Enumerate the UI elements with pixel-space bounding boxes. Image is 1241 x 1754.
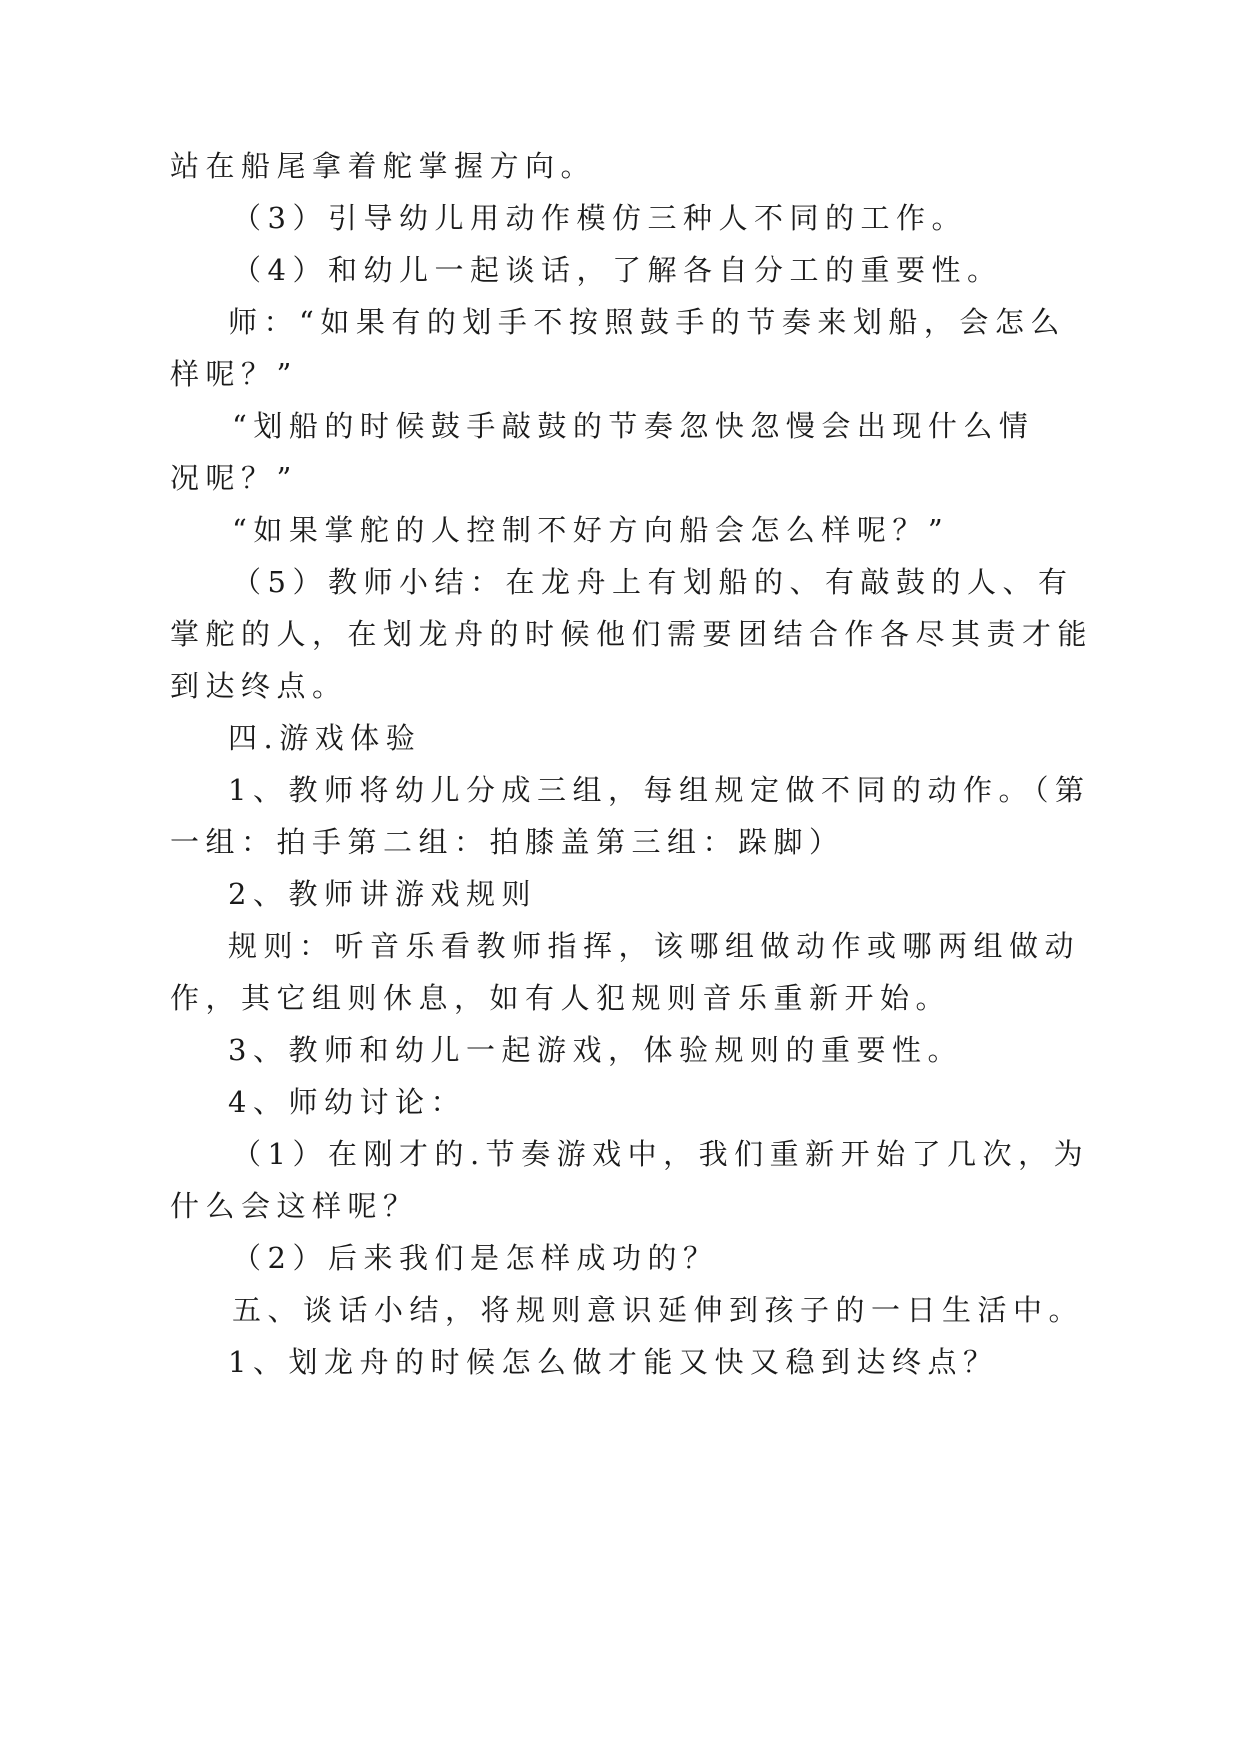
text-line: 站在船尾拿着舵掌握方向。 (170, 149, 597, 183)
text-line: （1）在刚才的.节奏游戏中，我们重新开始了几次，为 (232, 1137, 1090, 1171)
text-line: 掌舵的人，在划龙舟的时候他们需要团结合作各尽其责才能 (170, 617, 1094, 651)
text-line: 况呢？” (170, 461, 298, 495)
text-line: 样呢？” (170, 357, 298, 391)
text-line: （5）教师小结：在龙舟上有划船的、有敲鼓的人、有 (232, 565, 1074, 599)
text-line: 作，其它组则休息，如有人犯规则音乐重新开始。 (170, 981, 952, 1015)
text-line: （3）引导幼儿用动作模仿三种人不同的工作。 (232, 201, 967, 235)
text-line: （4）和幼儿一起谈话，了解各自分工的重要性。 (232, 253, 1003, 287)
text-line: 到达终点。 (170, 669, 348, 703)
text-line: “如果掌舵的人控制不好方向船会怎么样呢？” (232, 513, 950, 547)
text-line: 3、教师和幼儿一起游戏，体验规则的重要性。 (228, 1033, 963, 1067)
text-line: 2、教师讲游戏规则 (228, 877, 537, 911)
text-line: （2）后来我们是怎样成功的？ (232, 1241, 719, 1275)
section-heading: 四.游戏体验 (228, 721, 422, 755)
text-line: 一组：拍手第二组：拍膝盖第三组：跺脚） (170, 825, 845, 859)
text-line: 1、划龙舟的时候怎么做才能又快又稳到达终点？ (228, 1345, 999, 1379)
text-line: 1、教师将幼儿分成三组，每组规定做不同的动作。（第 (228, 773, 1091, 807)
text-line: 规则：听音乐看教师指挥，该哪组做动作或哪两组做动 (228, 929, 1081, 963)
text-line: 什么会这样呢？ (170, 1189, 419, 1223)
text-line: “划船的时候鼓手敲鼓的节奏忽快忽慢会出现什么情 (232, 409, 1035, 443)
text-line: 4、师幼讨论： (228, 1085, 466, 1119)
text-line: 师：“如果有的划手不按照鼓手的节奏来划船，会怎么 (228, 305, 1066, 339)
section-heading: 五、谈话小结，将规则意识延伸到孩子的一日生活中。 (232, 1293, 1085, 1327)
